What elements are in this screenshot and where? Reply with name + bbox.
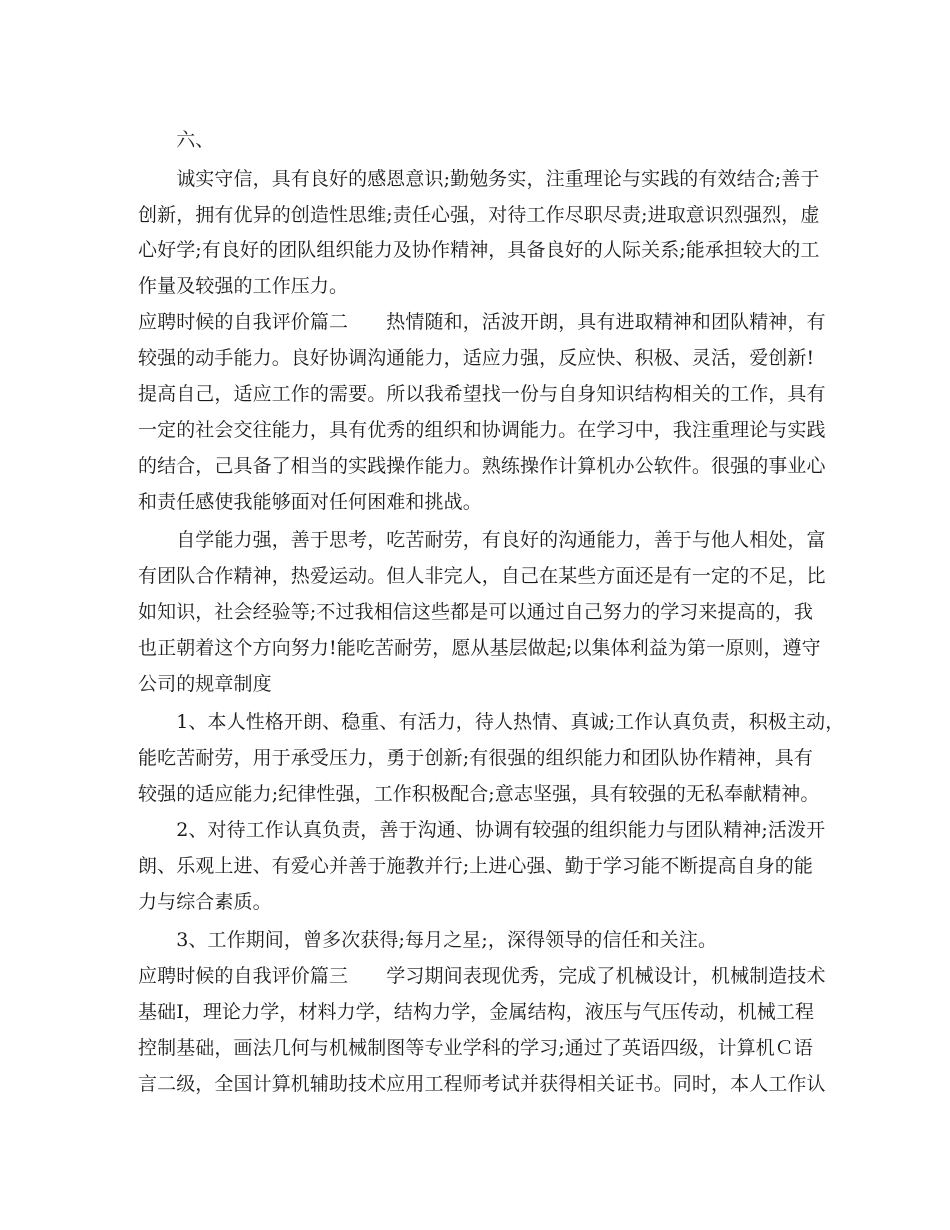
text-line: 基础Ⅰ，理论力学，材料力学，结构力学，金属结构，液压与气压传动，机械工程 — [138, 1001, 815, 1023]
text-line: 也正朝着这个方向努力!能吃苦耐劳，愿从基层做起;以集体利益为第一原则，遵守 — [138, 637, 821, 659]
text-line: 应聘时候的自我评价篇三 学习期间表现优秀，完成了机械设计，机械制造技术 — [138, 965, 826, 987]
text-line: 一定的社会交往能力，具有优秀的组织和协调能力。在学习中，我注重理论与实践 — [138, 419, 826, 441]
text-line: 能吃苦耐劳，用于承受压力，勇于创新;有很强的组织能力和团队协作精神，具有 — [138, 747, 814, 769]
text-line: 诚实守信，具有良好的感恩意识;勤勉务实，注重理论与实践的有效结合;善于 — [138, 168, 820, 190]
text-line: 的结合，己具备了相当的实践操作能力。熟练操作计算机办公软件。很强的事业心 — [138, 455, 826, 477]
text-line: 如知识，社会经验等;不过我相信这些都是可以通过自己努力的学习来提高的，我 — [138, 601, 814, 623]
text-line: 3、工作期间，曾多次获得;每月之星;，深得领导的信任和关注。 — [138, 929, 718, 951]
text-line: 朗、乐观上进、有爱心并善于施教并行;上进心强、勤于学习能不断提高自身的能 — [138, 855, 814, 877]
text-line: 控制基础，画法几何与机械制图等专业学科的学习;通过了英语四级，计算机Ｃ语 — [138, 1037, 814, 1059]
text-line: 作量及较强的工作压力。 — [138, 275, 349, 297]
text-line: 应聘时候的自我评价篇二 热情随和，活波开朗，具有进取精神和团队精神，有 — [138, 311, 826, 333]
text-line: 六、 — [138, 129, 215, 151]
text-line: 言二级，全国计算机辅助技术应用工程师考试并获得相关证书。同时，本人工作认 — [138, 1073, 826, 1095]
text-line: 较强的动手能力。良好协调沟通能力，适应力强，反应快、积极、灵活，爱创新! — [138, 347, 815, 369]
text-line: 较强的适应能力;纪律性强，工作积极配合;意志坚强，具有较强的无私奉献精神。 — [138, 783, 820, 805]
text-line: 心好学;有良好的团队组织能力及协作精神，具备良好的人际关系;能承担较大的工 — [138, 239, 820, 261]
text-line: 自学能力强，善于思考，吃苦耐劳，有良好的沟通能力，善于与他人相处，富 — [138, 529, 826, 551]
text-line: 创新，拥有优异的创造性思维;责任心强，对待工作尽职尽责;进取意识烈强烈，虚 — [138, 204, 820, 226]
text-line: 提高自己，适应工作的需要。所以我希望找一份与自身知识结构相关的工作，具有 — [138, 383, 826, 405]
text-line: 2、对待工作认真负责，善于沟通、协调有较强的组织能力与团队精神;活泼开 — [138, 819, 826, 841]
text-line: 1、本人性格开朗、稳重、有活力，待人热情、真诚;工作认真负责，积极主动， — [138, 711, 845, 733]
text-line: 力与综合素质。 — [138, 891, 272, 913]
text-line: 和责任感使我能够面对任何困难和挑战。 — [138, 491, 482, 513]
text-line: 有团队合作精神，热爱运动。但人非完人，自己在某些方面还是有一定的不足，比 — [138, 565, 826, 587]
text-line: 公司的规章制度 — [138, 673, 272, 695]
